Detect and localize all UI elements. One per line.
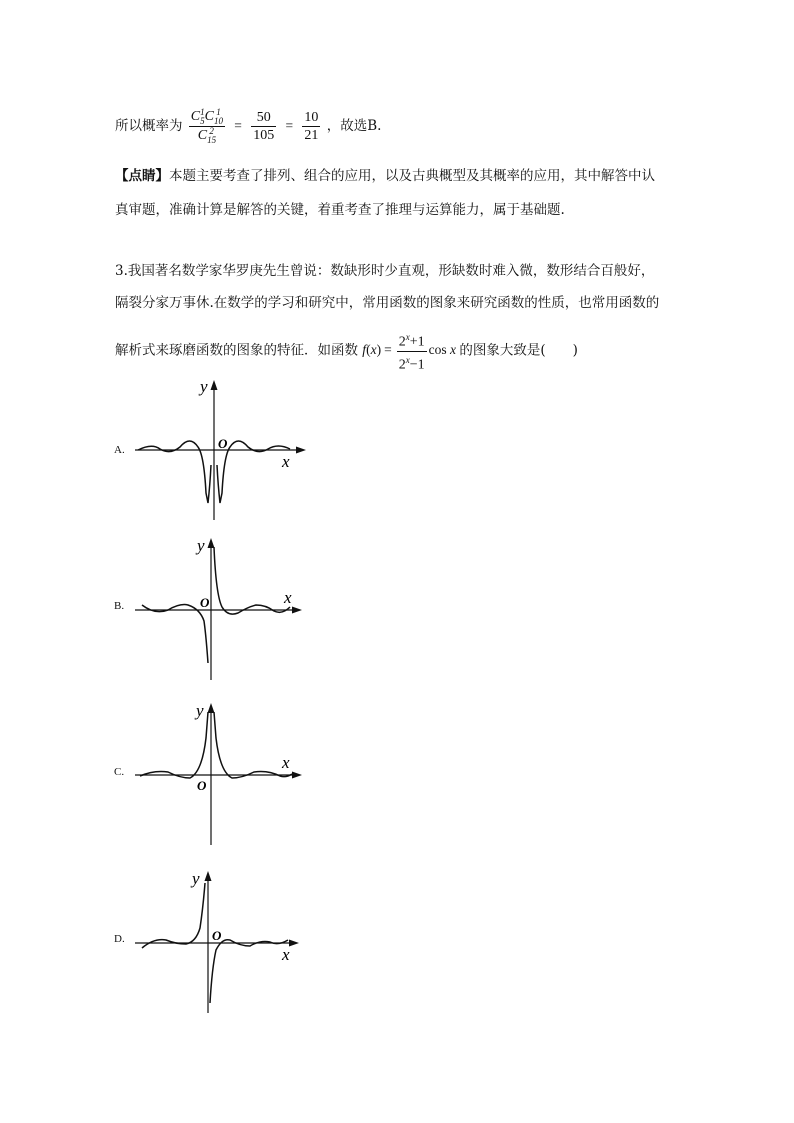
function-expression: f(x) = $\frac{2^x+1}{2^x-1}$ cos x	[362, 342, 459, 357]
x-axis-arrow-icon	[292, 772, 302, 779]
solution-suffix: ，故选B.	[326, 118, 382, 134]
origin-label: O	[218, 436, 228, 451]
x-axis-arrow-icon	[296, 447, 306, 454]
y-label: y	[192, 869, 200, 888]
comment-line-2: 真审题，准确计算是解答的关键，着重考查了推理与运算能力，属于基础题.	[115, 202, 565, 218]
probability-fraction-2: $\frac{50}{105}$	[253, 110, 275, 143]
y-label: y	[200, 377, 208, 396]
origin-label: O	[197, 778, 207, 793]
x-label: x	[284, 588, 292, 607]
y-axis-arrow-icon	[211, 380, 218, 390]
y-label: y	[196, 701, 204, 720]
option-b-label: B.	[114, 600, 125, 612]
solution-line: 所以概率为 C 1 5 C 1 10 C 2 15 = $\frac{50}{105}$ = $\frac{10}{21}$ ，故选B.	[115, 107, 382, 145]
origin-label: O	[200, 595, 210, 610]
curve-right	[214, 547, 290, 614]
origin-label: O	[212, 928, 222, 943]
question-line-1: 3.我国著名数学家华罗庚先生曾说：数缺形时少直观，形缺数时难入微，数形结合百般好，	[115, 263, 655, 279]
y-axis-arrow-icon	[208, 538, 215, 548]
option-c-label: C.	[114, 766, 125, 778]
comment-tag: 【点睛】	[115, 168, 169, 184]
graph-option-b	[130, 535, 310, 685]
graph-option-c	[130, 700, 310, 850]
curve-left	[142, 605, 208, 663]
x-label: x	[282, 452, 290, 471]
x-label: x	[282, 753, 290, 772]
question-line-2: 隔裂分家万事休.在数学的学习和研究中，常用函数的图象来研究函数的性质，也常用函数的	[115, 295, 660, 311]
curve-left	[140, 712, 208, 778]
graph-option-a	[130, 375, 310, 525]
y-axis-arrow-icon	[208, 703, 215, 713]
curve-right	[214, 712, 292, 778]
option-d-label: D.	[114, 933, 125, 945]
probability-fraction-3: $\frac{10}{21}$	[304, 110, 319, 143]
option-a-label: A.	[114, 444, 125, 456]
probability-fraction-1: C 1 5 C 1 10 C 2 15	[190, 107, 223, 145]
y-axis-arrow-icon	[205, 871, 212, 881]
graph-option-d	[130, 868, 310, 1018]
question-line-3: 解析式来琢磨函数的图象的特征．如函数 f(x) = $\frac{2^x+1}{2^x-1}$ cos x 的图象大致是( )	[115, 329, 578, 373]
comment-line-1: 【点睛】本题主要考查了排列、组合的应用，以及古典概型及其概率的应用，其中解答中认	[115, 168, 655, 184]
y-label: y	[197, 536, 205, 555]
x-label: x	[282, 945, 290, 964]
x-axis-arrow-icon	[292, 607, 302, 614]
x-axis-arrow-icon	[289, 940, 299, 947]
curve-right	[210, 940, 288, 1003]
solution-prefix: 所以概率为	[115, 118, 183, 134]
curve-left	[142, 883, 205, 948]
